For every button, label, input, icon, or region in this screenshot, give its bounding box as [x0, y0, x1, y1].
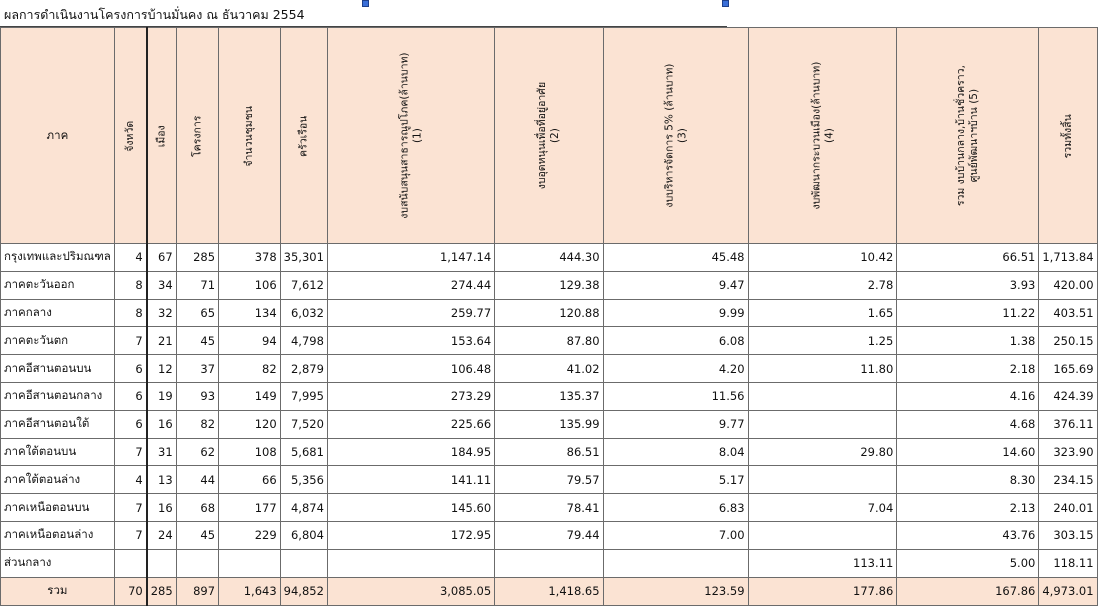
cell-region[interactable]: ภาคอีสานตอนใต้ [1, 410, 115, 438]
cell-city[interactable]: 67 [147, 244, 176, 272]
cell-total[interactable]: 250.15 [1039, 327, 1097, 355]
cell-c2[interactable]: 86.51 [495, 438, 603, 466]
cell-c1[interactable]: 106.48 [327, 355, 494, 383]
cell-households[interactable]: 6,032 [280, 299, 327, 327]
header-region: ภาค [1, 28, 115, 244]
header-projects: โครงการ [176, 28, 218, 244]
cell-c5[interactable]: 2.18 [897, 355, 1039, 383]
total-cell-households[interactable]: 94,852 [280, 577, 327, 605]
cell-province[interactable]: 8 [114, 299, 146, 327]
cell-c5[interactable]: 11.22 [897, 299, 1039, 327]
cell-region[interactable]: ภาคตะวันออก [1, 271, 115, 299]
cell-total[interactable]: 376.11 [1039, 410, 1097, 438]
cell-projects[interactable]: 37 [176, 355, 218, 383]
totals-row [1, 577, 1098, 605]
cell-province[interactable]: 7 [114, 327, 146, 355]
cell-c4[interactable]: 113.11 [748, 549, 897, 577]
cell-communities[interactable]: 229 [219, 521, 281, 549]
cell-households[interactable]: 7,995 [280, 382, 327, 410]
cell-region[interactable]: ภาคตะวันตก [1, 327, 115, 355]
cell-c1[interactable]: 184.95 [327, 438, 494, 466]
total-cell-c4[interactable]: 177.86 [748, 577, 897, 605]
cell-communities[interactable]: 94 [219, 327, 281, 355]
cell-city[interactable]: 16 [147, 410, 176, 438]
cell-c4[interactable] [748, 410, 897, 438]
cell-city[interactable] [147, 549, 176, 577]
cell-c2[interactable]: 87.80 [495, 327, 603, 355]
cell-projects[interactable]: 82 [176, 410, 218, 438]
cell-c1[interactable]: 141.11 [327, 466, 494, 494]
cell-total[interactable]: 420.00 [1039, 271, 1097, 299]
total-cell-total[interactable]: 4,973.01 [1039, 577, 1097, 605]
cell-region[interactable]: ส่วนกลาง [1, 549, 115, 577]
cell-households[interactable]: 4,874 [280, 494, 327, 522]
cell-projects[interactable]: 62 [176, 438, 218, 466]
total-cell-c1[interactable]: 3,085.05 [327, 577, 494, 605]
table-row [1, 521, 1098, 549]
cell-projects[interactable]: 71 [176, 271, 218, 299]
cell-c4[interactable] [748, 466, 897, 494]
selection-handle-icon[interactable] [362, 0, 369, 7]
cell-city[interactable]: 31 [147, 438, 176, 466]
cell-province[interactable]: 7 [114, 438, 146, 466]
cell-c4[interactable]: 11.80 [748, 355, 897, 383]
total-cell-label[interactable]: รวม [1, 577, 115, 605]
header-c3: งบบริหารจัดการ 5% (ล้านบาท) (3) [603, 28, 748, 244]
cell-communities[interactable]: 177 [219, 494, 281, 522]
table-row [1, 355, 1098, 383]
cell-c1[interactable]: 273.29 [327, 382, 494, 410]
cell-households[interactable]: 7,520 [280, 410, 327, 438]
cell-c4[interactable] [748, 382, 897, 410]
table-row [1, 271, 1098, 299]
cell-c4[interactable]: 10.42 [748, 244, 897, 272]
header-households: ครัวเรือน [280, 28, 327, 244]
cell-total[interactable]: 240.01 [1039, 494, 1097, 522]
cell-projects[interactable]: 44 [176, 466, 218, 494]
cell-province[interactable]: 4 [114, 244, 146, 272]
total-cell-c5[interactable]: 167.86 [897, 577, 1039, 605]
cell-total[interactable]: 424.39 [1039, 382, 1097, 410]
header-c5: รวม งบบ้านกลาง,บ้านชั่วคราว, ศูนย์พัฒนาฯบ้าน (5) [897, 28, 1039, 244]
header-c2: งบอุดหนุนเพื่อที่อยู่อาศัย (2) [495, 28, 603, 244]
total-cell-projects[interactable]: 897 [176, 577, 218, 605]
cell-households[interactable]: 35,301 [280, 244, 327, 272]
cell-c3[interactable]: 45.48 [603, 244, 748, 272]
table-row [1, 494, 1098, 522]
cell-province[interactable] [114, 549, 146, 577]
table-row [1, 299, 1098, 327]
cell-region[interactable]: ภาคอีสานตอนบน [1, 355, 115, 383]
table-row [1, 382, 1098, 410]
table-row [1, 327, 1098, 355]
cell-city[interactable]: 16 [147, 494, 176, 522]
total-cell-city[interactable]: 285 [147, 577, 176, 605]
cell-communities[interactable] [219, 549, 281, 577]
cell-c3[interactable]: 6.08 [603, 327, 748, 355]
cell-c5[interactable]: 4.16 [897, 382, 1039, 410]
cell-c3[interactable]: 7.00 [603, 521, 748, 549]
cell-c2[interactable]: 79.44 [495, 521, 603, 549]
cell-households[interactable]: 6,804 [280, 521, 327, 549]
cell-c4[interactable]: 7.04 [748, 494, 897, 522]
cell-c3[interactable]: 9.99 [603, 299, 748, 327]
cell-c4[interactable]: 1.25 [748, 327, 897, 355]
header-row [1, 28, 1098, 244]
cell-c4[interactable]: 2.78 [748, 271, 897, 299]
cell-c2[interactable]: 129.38 [495, 271, 603, 299]
cell-c5[interactable]: 43.76 [897, 521, 1039, 549]
selection-handle-icon[interactable] [722, 0, 729, 7]
cell-total[interactable]: 403.51 [1039, 299, 1097, 327]
cell-communities[interactable]: 106 [219, 271, 281, 299]
table-row [1, 244, 1098, 272]
cell-province[interactable]: 4 [114, 466, 146, 494]
cell-c1[interactable]: 172.95 [327, 521, 494, 549]
sheet-title: ผลการดำเนินงานโครงการบ้านมั่นคง ณ ธันวาคม 2554 [4, 7, 305, 22]
cell-c1[interactable] [327, 549, 494, 577]
cell-c3[interactable] [603, 549, 748, 577]
cell-communities[interactable]: 134 [219, 299, 281, 327]
cell-communities[interactable]: 108 [219, 438, 281, 466]
cell-c4[interactable]: 1.65 [748, 299, 897, 327]
cell-c5[interactable]: 2.13 [897, 494, 1039, 522]
cell-projects[interactable]: 45 [176, 327, 218, 355]
cell-households[interactable]: 4,798 [280, 327, 327, 355]
cell-households[interactable]: 7,612 [280, 271, 327, 299]
cell-c5[interactable]: 1.38 [897, 327, 1039, 355]
header-c4: งบพัฒนากระบวนเมือง(ล้านบาท) (4) [748, 28, 897, 244]
cell-households[interactable]: 2,879 [280, 355, 327, 383]
cell-total[interactable]: 323.90 [1039, 438, 1097, 466]
cell-projects[interactable]: 93 [176, 382, 218, 410]
cell-c1[interactable]: 1,147.14 [327, 244, 494, 272]
cell-communities[interactable]: 66 [219, 466, 281, 494]
cell-total[interactable]: 118.11 [1039, 549, 1097, 577]
table-row [1, 438, 1098, 466]
cell-households[interactable] [280, 549, 327, 577]
cell-city[interactable]: 24 [147, 521, 176, 549]
cell-region[interactable]: ภาคเหนือตอนล่าง [1, 521, 115, 549]
cell-total[interactable]: 303.15 [1039, 521, 1097, 549]
cell-projects[interactable]: 65 [176, 299, 218, 327]
header-city: เมือง [147, 28, 176, 244]
cell-c4[interactable] [748, 521, 897, 549]
cell-c2[interactable]: 444.30 [495, 244, 603, 272]
cell-c2[interactable]: 135.37 [495, 382, 603, 410]
cell-c3[interactable]: 6.83 [603, 494, 748, 522]
cell-c5[interactable]: 4.68 [897, 410, 1039, 438]
cell-c3[interactable]: 9.77 [603, 410, 748, 438]
cell-c1[interactable]: 225.66 [327, 410, 494, 438]
cell-c2[interactable] [495, 549, 603, 577]
cell-c1[interactable]: 274.44 [327, 271, 494, 299]
cell-c1[interactable]: 259.77 [327, 299, 494, 327]
cell-c5[interactable]: 14.60 [897, 438, 1039, 466]
cell-c4[interactable]: 29.80 [748, 438, 897, 466]
cell-c2[interactable]: 120.88 [495, 299, 603, 327]
cell-c2[interactable]: 79.57 [495, 466, 603, 494]
cell-households[interactable]: 5,356 [280, 466, 327, 494]
cell-region[interactable]: ภาคใต้ตอนล่าง [1, 466, 115, 494]
cell-region[interactable]: ภาคใต้ตอนบน [1, 438, 115, 466]
cell-c5[interactable]: 8.30 [897, 466, 1039, 494]
header-province: จังหวัด [114, 28, 146, 244]
cell-province[interactable]: 8 [114, 271, 146, 299]
total-cell-province[interactable]: 70 [114, 577, 146, 605]
cell-c2[interactable]: 135.99 [495, 410, 603, 438]
cell-c3[interactable]: 11.56 [603, 382, 748, 410]
table-row [1, 410, 1098, 438]
table-row [1, 549, 1098, 577]
cell-projects[interactable]: 45 [176, 521, 218, 549]
cell-c5[interactable]: 3.93 [897, 271, 1039, 299]
cell-province[interactable]: 7 [114, 521, 146, 549]
cell-city[interactable]: 34 [147, 271, 176, 299]
cell-province[interactable]: 6 [114, 410, 146, 438]
cell-total[interactable]: 234.15 [1039, 466, 1097, 494]
cell-city[interactable]: 12 [147, 355, 176, 383]
cell-c1[interactable]: 145.60 [327, 494, 494, 522]
cell-communities[interactable]: 120 [219, 410, 281, 438]
cell-c3[interactable]: 4.20 [603, 355, 748, 383]
cell-c3[interactable]: 8.04 [603, 438, 748, 466]
cell-households[interactable]: 5,681 [280, 438, 327, 466]
cell-province[interactable]: 6 [114, 382, 146, 410]
cell-c3[interactable]: 9.47 [603, 271, 748, 299]
cell-c5[interactable]: 5.00 [897, 549, 1039, 577]
cell-communities[interactable]: 82 [219, 355, 281, 383]
table-row [1, 466, 1098, 494]
cell-region[interactable]: ภาคกลาง [1, 299, 115, 327]
cell-communities[interactable]: 149 [219, 382, 281, 410]
cell-city[interactable]: 13 [147, 466, 176, 494]
cell-communities[interactable]: 378 [219, 244, 281, 272]
cell-province[interactable]: 6 [114, 355, 146, 383]
cell-c1[interactable]: 153.64 [327, 327, 494, 355]
cell-c2[interactable]: 78.41 [495, 494, 603, 522]
results-table [0, 27, 1098, 606]
cell-province[interactable]: 7 [114, 494, 146, 522]
header-communities: จำนวนชุมชน [219, 28, 281, 244]
total-cell-c3[interactable]: 123.59 [603, 577, 748, 605]
cell-city[interactable]: 21 [147, 327, 176, 355]
cell-city[interactable]: 32 [147, 299, 176, 327]
header-c1: งบสนับสนุนสาธารณูปโภค(ล้านบาท) (1) [327, 28, 494, 244]
cell-projects[interactable] [176, 549, 218, 577]
total-cell-communities[interactable]: 1,643 [219, 577, 281, 605]
cell-c2[interactable]: 41.02 [495, 355, 603, 383]
cell-total[interactable]: 165.69 [1039, 355, 1097, 383]
cell-city[interactable]: 19 [147, 382, 176, 410]
cell-total[interactable]: 1,713.84 [1039, 244, 1097, 272]
cell-projects[interactable]: 285 [176, 244, 218, 272]
header-total: รวมทั้งสิ้น [1039, 28, 1097, 244]
cell-region[interactable]: ภาคอีสานตอนกลาง [1, 382, 115, 410]
cell-c3[interactable]: 5.17 [603, 466, 748, 494]
cell-projects[interactable]: 68 [176, 494, 218, 522]
cell-region[interactable]: กรุงเทพและปริมณฑล [1, 244, 115, 272]
cell-region[interactable]: ภาคเหนือตอนบน [1, 494, 115, 522]
total-cell-c2[interactable]: 1,418.65 [495, 577, 603, 605]
cell-c5[interactable]: 66.51 [897, 244, 1039, 272]
